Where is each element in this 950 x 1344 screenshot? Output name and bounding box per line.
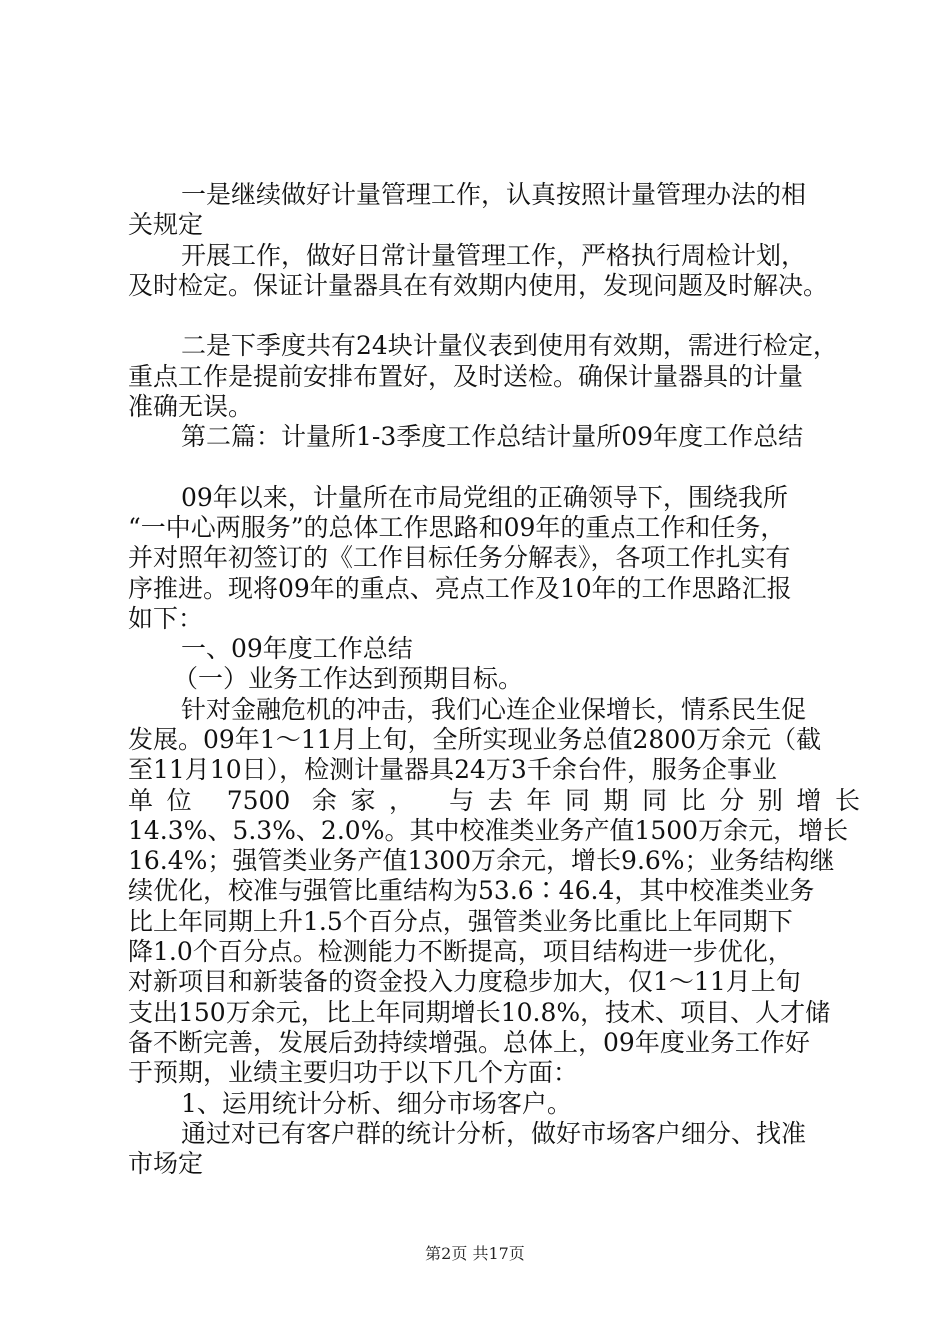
- text-line: 及时检定。保证计量器具在有效期内使用，发现问题及时解决。: [128, 271, 829, 300]
- text-line: 序推进。现将09年的重点、亮点工作及10年的工作思路汇报: [128, 574, 792, 603]
- text-line: 支出150万余元，比上年同期增长10.8%，技术、项目、人才储: [128, 998, 831, 1027]
- page-footer: 第2页 共17页: [425, 1244, 525, 1263]
- subsection-heading: 1、运用统计分析、细分市场客户。: [181, 1089, 572, 1118]
- text-line: 备不断完善，发展后劲持续增强。总体上，09年度业务工作好: [128, 1028, 810, 1057]
- text-line: 通过对已有客户群的统计分析，做好市场客户细分、找准: [181, 1119, 807, 1148]
- text-line: “一中心两服务”的总体工作思路和09年的重点工作和任务，: [128, 513, 786, 542]
- subsection-heading: （一）业务工作达到预期目标。: [173, 664, 524, 693]
- section-heading: 第二篇：计量所1-3季度工作总结计量所09年度工作总结: [181, 422, 804, 451]
- text-line: 并对照年初签订的《工作目标任务分解表》，各项工作扎实有: [128, 543, 791, 572]
- text-line: 14.3%、5.3%、2.0%。其中校准类业务产值1500万余元，增长: [128, 816, 849, 845]
- text-line: 16.4%；强管类业务产值1300万余元，增长9.6%；业务结构继: [128, 846, 835, 875]
- text-line: 准确无误。: [128, 392, 254, 421]
- text-line: 单位 7500 余家， 与去年同期同比分别增长: [128, 786, 860, 815]
- text-line: 比上年同期上升1.5个百分点，强管类业务比重比上年同期下: [128, 907, 793, 936]
- text-line: 市场定: [128, 1149, 204, 1178]
- subsection-heading: 一、09年度工作总结: [181, 634, 413, 663]
- text-line: 如下：: [128, 604, 204, 633]
- text-line: 一是继续做好计量管理工作，认真按照计量管理办法的相: [181, 180, 807, 209]
- text-line: 09年以来，计量所在市局党组的正确领导下，围绕我所: [181, 483, 788, 512]
- text-line: 降1.0个百分点。检测能力不断提高，项目结构进一步优化，: [128, 937, 793, 966]
- text-line: 续优化，校准与强管比重结构为53.6∶46.4，其中校准类业务: [128, 876, 815, 905]
- text-line: 对新项目和新装备的资金投入力度稳步加大，仅1～11月上旬: [128, 967, 801, 996]
- text-line: 至11月10日），检测计量器具24万3千余台件，服务企事业: [128, 755, 777, 784]
- text-line: 重点工作是提前安排布置好，及时送检。确保计量器具的计量: [128, 362, 804, 391]
- text-line: 发展。09年1～11月上旬，全所实现业务总值2800万余元（截: [128, 725, 822, 754]
- text-line: 于预期，业绩主要归功于以下几个方面：: [128, 1058, 579, 1087]
- text-line: 开展工作，做好日常计量管理工作，严格执行周检计划，: [181, 241, 807, 270]
- text-line: 关规定: [128, 210, 204, 239]
- text-line: 针对金融危机的冲击，我们心连企业保增长，情系民生促: [181, 695, 807, 724]
- text-line: 二是下季度共有24块计量仪表到使用有效期，需进行检定，: [181, 331, 838, 360]
